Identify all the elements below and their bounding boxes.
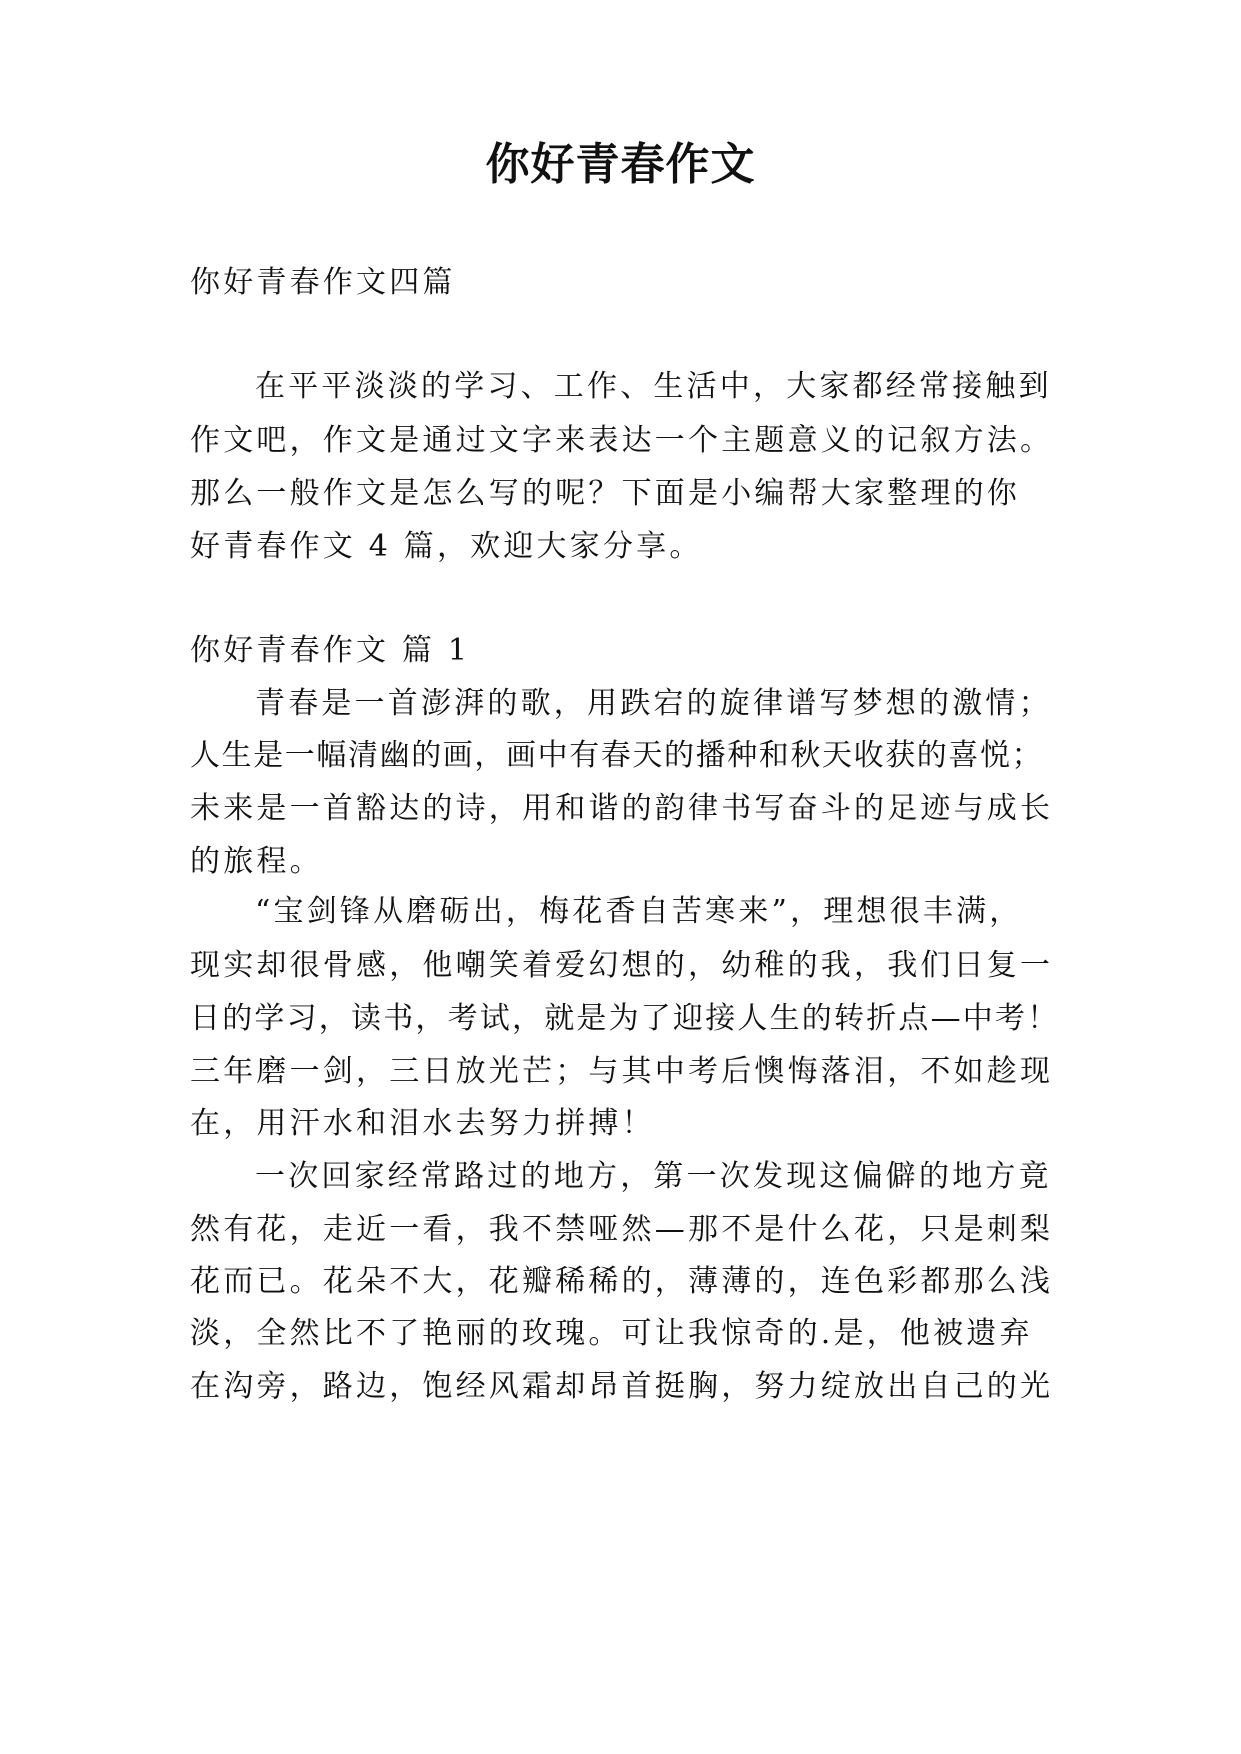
- paragraph-line: 在，用汗水和泪水去努力拼搏！: [190, 1106, 655, 1141]
- paragraph-line: 然有花，走近一看，我不禁哑然—那不是什么花，只是刺梨: [190, 1212, 1054, 1247]
- paragraph-line: 日的学习，读书，考试，就是为了迎接人生的转折点—中考！: [190, 1001, 1060, 1036]
- intro-line: 在平平淡淡的学习、工作、生活中，大家都经常接触到: [255, 369, 1052, 404]
- paragraph-line: 青春是一首澎湃的歌，用跌宕的旋律谱写梦想的激情；: [255, 686, 1052, 721]
- paragraph-line: 的旅程。: [190, 844, 323, 879]
- section-heading: 你好青春作文 篇 1: [190, 633, 471, 668]
- paragraph-line: 未来是一首豁达的诗，用和谐的韵律书写奋斗的足迹与成长: [190, 791, 1054, 826]
- document-title: 你好青春作文: [485, 139, 756, 190]
- paragraph-line: 一次回家经常路过的地方，第一次发现这偏僻的地方竟: [255, 1159, 1052, 1194]
- paragraph-line: “宝剑锋从磨砺出，梅花香自苦寒来”，理想很丰满，: [255, 894, 1023, 929]
- document-subtitle: 你好青春作文四篇: [190, 265, 456, 300]
- paragraph-line: 人生是一幅清幽的画，画中有春天的播种和秋天收获的喜悦；: [190, 738, 1044, 773]
- intro-line: 那么一般作文是怎么写的呢？下面是小编帮大家整理的你: [190, 476, 1020, 511]
- paragraph-line: 淡，全然比不了艳丽的玫瑰。可让我惊奇的.是，他被遗弃: [190, 1316, 1033, 1351]
- intro-line: 好青春作文 4 篇，欢迎大家分享。: [190, 529, 703, 564]
- paragraph-line: 现实却很骨感，他嘲笑着爱幻想的，幼稚的我，我们日复一: [190, 948, 1054, 983]
- paragraph-line: 三年磨一剑，三日放光芒；与其中考后懊悔落泪，不如趁现: [190, 1054, 1054, 1089]
- paragraph-line: 花而已。花朵不大，花瓣稀稀的，薄薄的，连色彩都那么浅: [190, 1264, 1054, 1299]
- paragraph-line: 在沟旁，路边，饱经风霜却昂首挺胸，努力绽放出自己的光: [190, 1369, 1054, 1404]
- intro-line: 作文吧，作文是通过文字来表达一个主题意义的记叙方法。: [190, 423, 1054, 458]
